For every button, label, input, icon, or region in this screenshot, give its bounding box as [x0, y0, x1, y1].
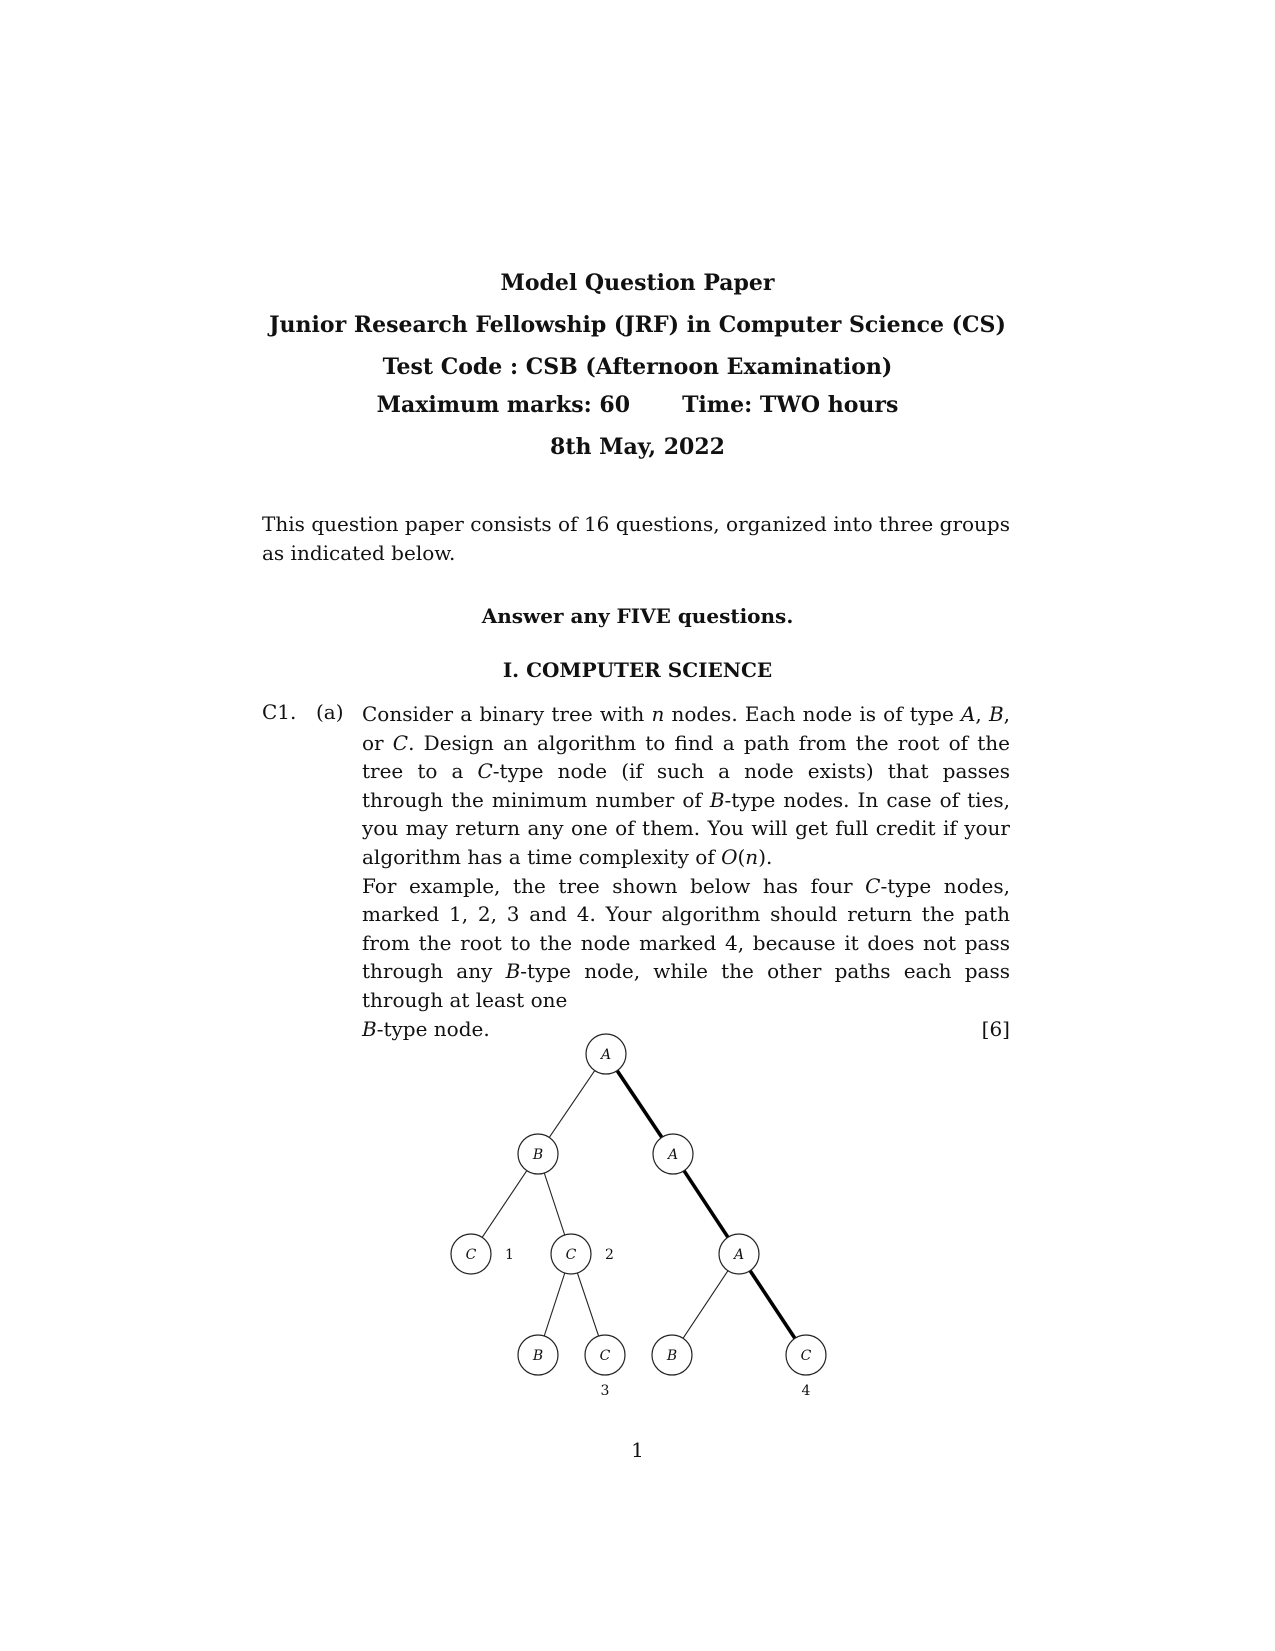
program-title: Junior Research Fellowship (JRF) in Computer Science (CS): [269, 312, 1006, 338]
tree-node-marker: 2: [605, 1247, 614, 1263]
tree-node: [551, 1234, 614, 1274]
tree-node-marker: 3: [600, 1383, 610, 1399]
tree-node: [653, 1134, 693, 1174]
page-number: 1: [631, 1438, 644, 1462]
tree-edge: [544, 1173, 564, 1235]
tree-nodes: [451, 1034, 826, 1399]
tree-node: [451, 1234, 514, 1274]
tree-node-label: C: [599, 1348, 611, 1364]
tree-node: [585, 1335, 625, 1399]
tree-node: [518, 1335, 558, 1375]
tree-node: [586, 1034, 626, 1074]
tree-node-label: A: [667, 1147, 679, 1163]
tree-node-marker: 1: [505, 1247, 514, 1263]
tree-edge-highlighted: [617, 1071, 662, 1138]
test-code: Test Code : CSB (Afternoon Examination): [382, 354, 893, 380]
tree-node-label: A: [600, 1047, 612, 1063]
tree-node: [719, 1234, 759, 1274]
intro-paragraph: This question paper consists of 16 questions, organized into three groups as indicated below.: [262, 512, 1010, 565]
tree-node-label: B: [532, 1147, 544, 1163]
tree-node-label: B: [666, 1348, 678, 1364]
exam-time: Time: TWO hours: [682, 392, 899, 418]
question-example: For example, the tree shown below has four C-type nodes, marked 1, 2, 3 and 4. Your algorithm should return the path from the root to the node marked 4, because it does not pass through any B-type node, while the other paths each pass through at least one: [362, 873, 1010, 1012]
question-number: C1.: [262, 700, 297, 724]
tree-node: [518, 1134, 558, 1174]
question-part: (a): [316, 700, 344, 724]
answer-instruction: Answer any FIVE questions.: [481, 604, 794, 628]
tree-edge: [482, 1171, 527, 1238]
tree-edge: [549, 1071, 595, 1138]
question-example-end: B-type node.: [362, 1016, 490, 1041]
tree-node-label: C: [800, 1348, 812, 1364]
question-marks: [6]: [981, 1016, 1010, 1041]
tree-node-label: C: [565, 1247, 577, 1263]
tree-edge: [683, 1271, 728, 1339]
question-statement: Consider a binary tree with n nodes. Each node is of type A, B, or C. Design an algorithm to find a path from the root of the tree to a C-type node (if such a node exists) that passes through the minimum number of B-type nodes. In case of ties, you may return any one of them. You will get full credit if your algorithm has a time complexity of O(n).: [362, 702, 1011, 869]
tree-node: [786, 1335, 826, 1399]
tree-node-label: C: [465, 1247, 477, 1263]
paper-title: Model Question Paper: [500, 270, 775, 296]
section-heading: I. COMPUTER SCIENCE: [502, 658, 773, 682]
exam-date: 8th May, 2022: [550, 434, 725, 460]
tree-edge-highlighted: [684, 1171, 728, 1238]
tree-node-label: A: [733, 1247, 745, 1263]
tree-edges: [482, 1071, 795, 1339]
tree-edge: [577, 1273, 598, 1336]
tree-edge: [544, 1273, 565, 1336]
tree-node-label: B: [532, 1348, 544, 1364]
max-marks: Maximum marks: 60: [376, 392, 631, 418]
tree-edge-highlighted: [750, 1271, 795, 1339]
tree-node-marker: 4: [801, 1383, 811, 1399]
tree-node: [652, 1335, 692, 1375]
